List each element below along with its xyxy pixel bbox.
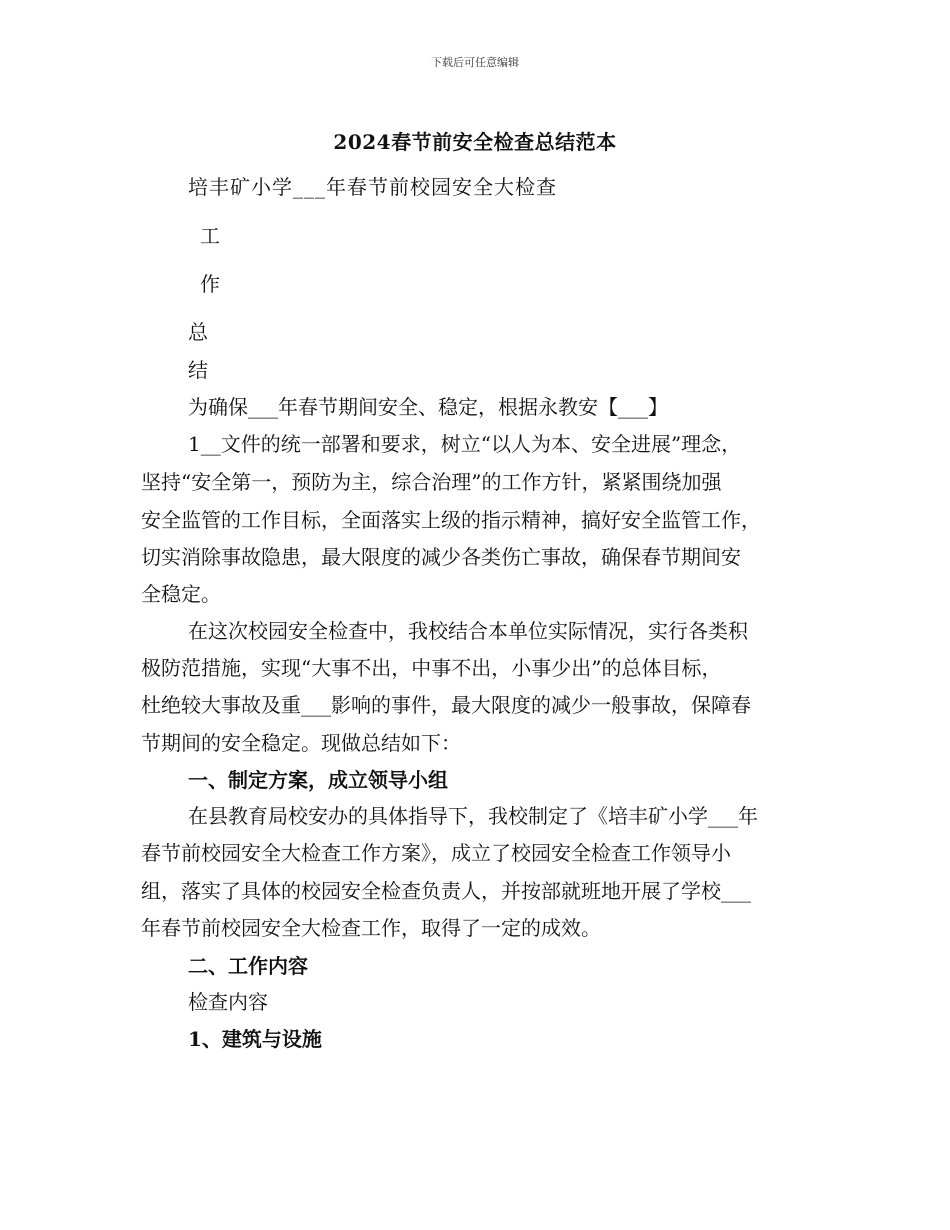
paragraph-line: 节期间的安全稳定。现做总结如下： (141, 731, 461, 755)
paragraph-line: 年春节前校园安全大检查工作，取得了一定的成效。 (141, 916, 601, 940)
subtitle-line: 培丰矿小学___年春节前校园安全大检查 (188, 175, 557, 199)
paragraph-line: 组，落实了具体的校园安全检查负责人，并按部就班地开展了学校___ (141, 879, 751, 903)
subtitle-char: 作 (200, 272, 220, 296)
paragraph-line: 检查内容 (188, 990, 268, 1014)
document-title: 2024春节前安全检查总结范本 (333, 130, 617, 154)
section-heading: 1、建筑与设施 (188, 1027, 322, 1051)
subtitle-char: 工 (200, 224, 220, 248)
paragraph-line: 杜绝较大事故及重___影响的事件，最大限度的减少一般事故，保障春 (141, 693, 751, 717)
subtitle-char: 结 (188, 358, 208, 382)
section-heading: 一、制定方案，成立领导小组 (188, 768, 448, 792)
paragraph-line: 安全监管的工作目标，全面落实上级的指示精神，搞好安全监管工作， (141, 508, 761, 532)
paragraph-line: 在县教育局校安办的具体指导下，我校制定了《培丰矿小学___年 (188, 804, 758, 828)
paragraph-line: 坚持“安全第一，预防为主，综合治理”的工作方针，紧紧围绕加强 (141, 470, 722, 494)
paragraph-line: 全稳定。 (141, 582, 221, 606)
paragraph-line: 在这次校园安全检查中，我校结合本单位实际情况，实行各类积 (188, 619, 748, 643)
paragraph-line: 为确保___年春节期间安全、稳定，根据永教安【___】 (188, 395, 668, 419)
paragraph-line: 极防范措施，实现“大事不出，中事不出，小事少出”的总体目标， (141, 656, 722, 680)
page-header: 下载后可任意编辑 (431, 56, 519, 69)
subtitle-char: 总 (188, 320, 208, 344)
paragraph-line: 切实消除事故隐患，最大限度的减少各类伤亡事故，确保春节期间安 (141, 545, 741, 569)
section-heading: 二、工作内容 (188, 954, 308, 978)
paragraph-line: 1__文件的统一部署和要求，树立“以人为本、安全进展”理念， (188, 432, 742, 456)
paragraph-line: 春节前校园安全大检查工作方案》，成立了校园安全检查工作领导小 (141, 841, 731, 865)
